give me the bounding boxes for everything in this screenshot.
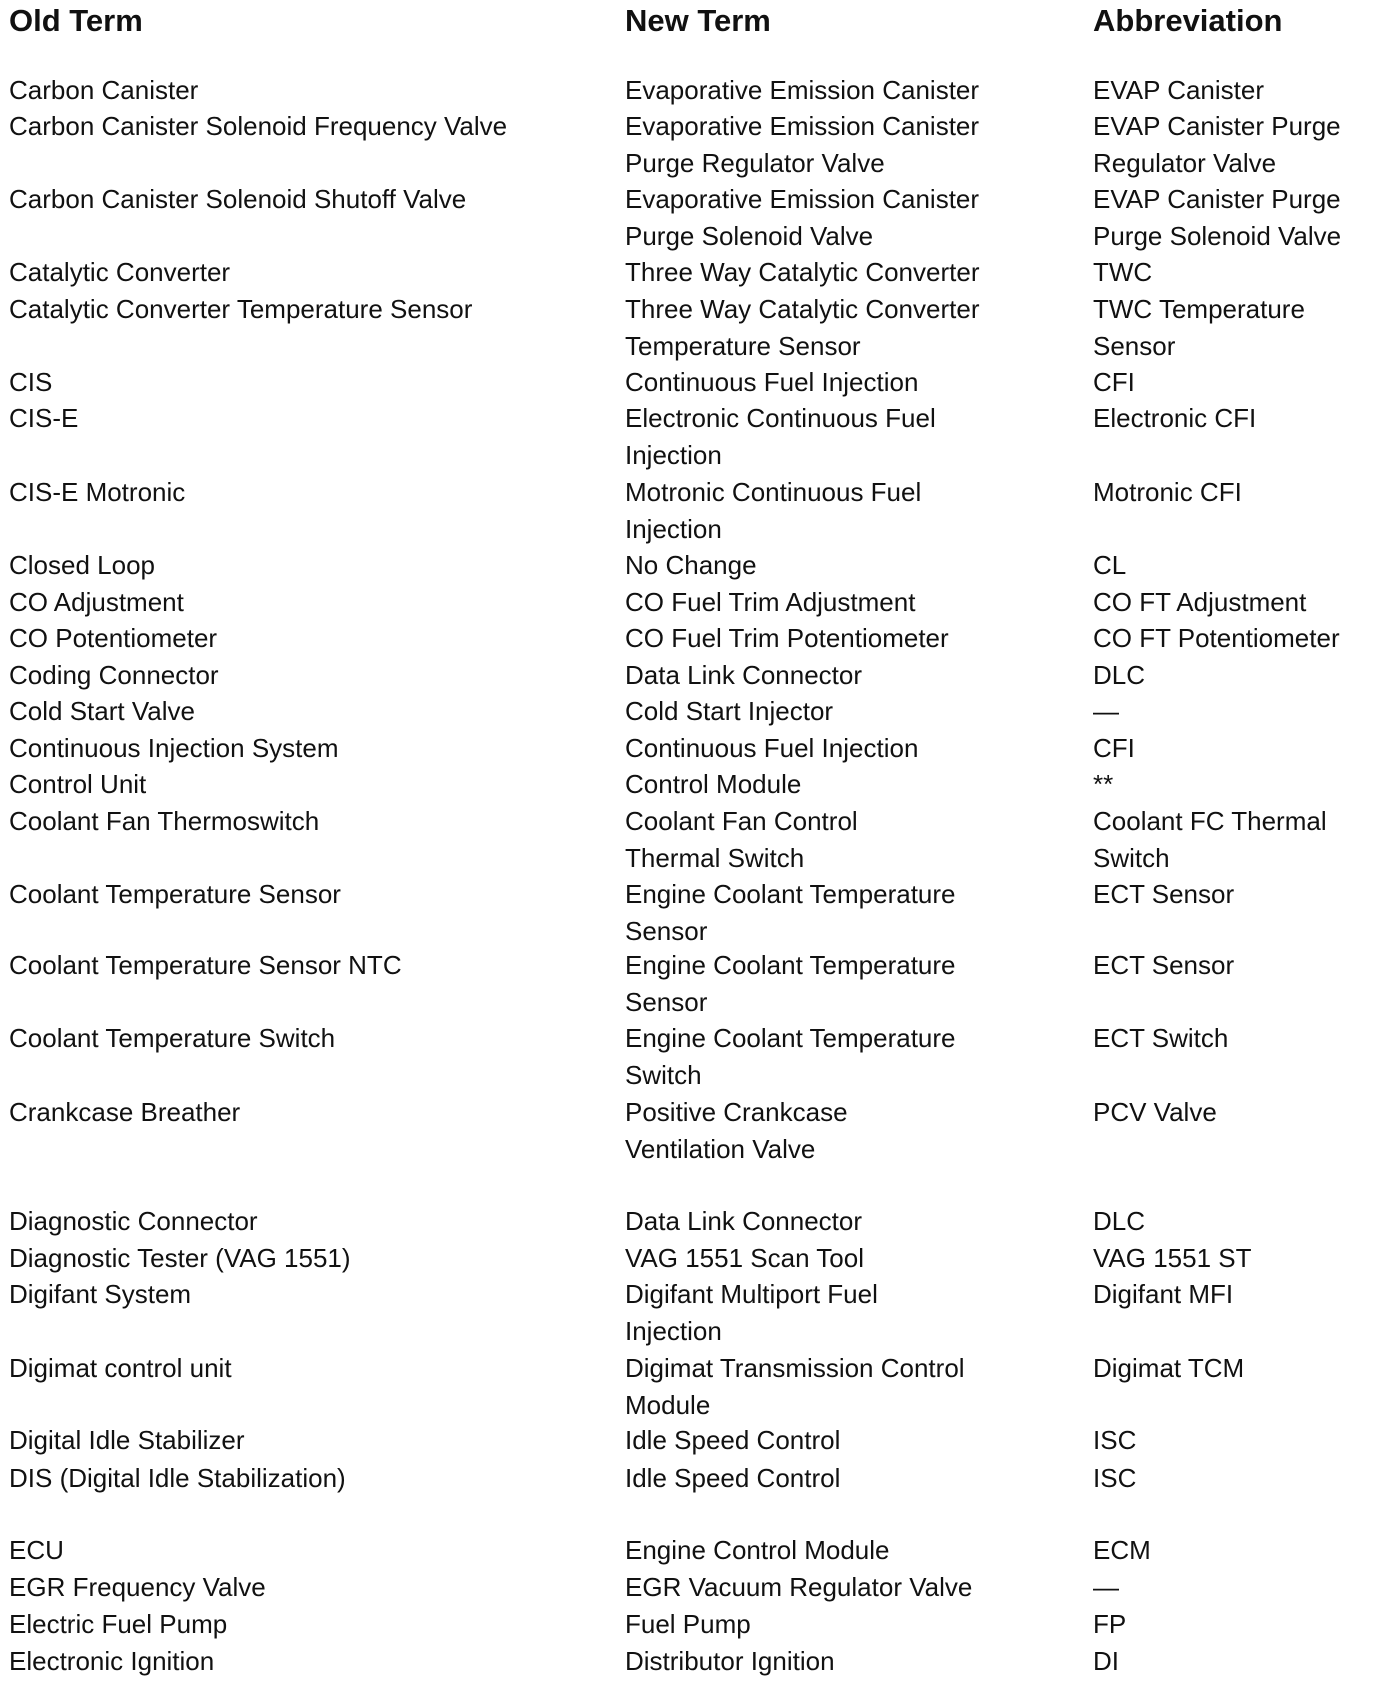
- cell-text-line: Engine Control Module: [625, 1535, 890, 1565]
- abbreviation-cell: [1093, 1240, 1376, 1277]
- new-term-cell: [625, 1203, 1095, 1240]
- cell-text-line: Closed Loop: [9, 550, 155, 580]
- new-term-cell: [625, 1643, 1095, 1680]
- cell-text-line: No Change: [625, 550, 757, 580]
- old-term-cell: [9, 254, 609, 291]
- cell-text-line: CL: [1093, 550, 1127, 580]
- cell-text-line: Digimat TCM: [1093, 1353, 1245, 1383]
- cell-text-line: CFI: [1093, 367, 1135, 397]
- cell-text-line: ECT Switch: [1093, 1023, 1229, 1053]
- abbreviation-cell: [1093, 620, 1376, 657]
- cell-text-line: ECM: [1093, 1535, 1151, 1565]
- cell-text-line: EGR Frequency Valve: [9, 1572, 266, 1602]
- abbreviation-cell: [1093, 400, 1376, 437]
- cell-text-line: Coolant Fan Thermoswitch: [9, 806, 320, 836]
- new-term-cell: [625, 364, 1095, 401]
- cell-text-line: EVAP Canister Purge: [1093, 111, 1341, 141]
- abbreviation-cell: [1093, 1569, 1376, 1606]
- old-term-cell: [9, 876, 609, 913]
- abbreviation-cell: [1093, 254, 1376, 291]
- cell-text-line: Injection: [625, 1315, 722, 1346]
- cell-text-line: Purge Regulator Valve: [625, 147, 885, 178]
- abbreviation-cell: [1093, 1532, 1376, 1569]
- abbreviation-cell: [1093, 657, 1376, 694]
- cell-text-line: Fuel Pump: [625, 1609, 751, 1639]
- cell-text-line: Carbon Canister Solenoid Frequency Valve: [9, 111, 508, 141]
- cell-text-line: Module: [625, 1389, 711, 1420]
- cell-text-line: Positive Crankcase: [625, 1097, 848, 1127]
- cell-text-line: CIS-E: [9, 403, 79, 433]
- cell-text-line: CO Adjustment: [9, 587, 184, 617]
- cell-text-line: Digital Idle Stabilizer: [9, 1425, 245, 1455]
- cell-text-line: Sensor: [1093, 330, 1176, 361]
- new-term-cell: [625, 876, 1095, 949]
- cell-text-line: Motronic CFI: [1093, 477, 1242, 507]
- cell-text-line: FP: [1093, 1609, 1127, 1639]
- new-term-cell: [625, 1350, 1095, 1423]
- new-term-cell: [625, 1606, 1095, 1643]
- cell-text-line: Cold Start Valve: [9, 696, 195, 726]
- cell-text-line: Three Way Catalytic Converter: [625, 294, 980, 324]
- cell-text-line: EVAP Canister Purge: [1093, 184, 1341, 214]
- abbreviation-cell: [1093, 364, 1376, 401]
- cell-text-line: CIS-E Motronic: [9, 477, 186, 507]
- cell-text-line: Engine Coolant Temperature: [625, 950, 956, 980]
- abbreviation-cell: [1093, 1460, 1376, 1497]
- cell-text-line: Digimat Transmission Control: [625, 1353, 965, 1383]
- cell-text-line: Continuous Injection System: [9, 733, 339, 763]
- cell-text-line: CO Fuel Trim Potentiometer: [625, 623, 949, 653]
- abbreviation-cell: [1093, 803, 1376, 876]
- column-header-old-term: Old Term: [9, 3, 143, 38]
- old-term-cell: [9, 657, 609, 694]
- abbreviation-cell: [1093, 72, 1376, 109]
- abbreviation-cell: [1093, 766, 1376, 803]
- cell-text-line: Three Way Catalytic Converter: [625, 257, 980, 287]
- old-term-cell: [9, 766, 609, 803]
- new-term-cell: [625, 181, 1095, 254]
- cell-text-line: ECU: [9, 1535, 64, 1565]
- cell-text-line: ECT Sensor: [1093, 950, 1235, 980]
- cell-text-line: Control Unit: [9, 769, 147, 799]
- abbreviation-cell: [1093, 1203, 1376, 1240]
- new-term-cell: [625, 766, 1095, 803]
- cell-text-line: VAG 1551 ST: [1093, 1243, 1252, 1273]
- cell-text-line: Switch: [1093, 842, 1170, 873]
- old-term-cell: [9, 1460, 609, 1497]
- cell-text-line: EGR Vacuum Regulator Valve: [625, 1572, 973, 1602]
- new-term-cell: [625, 291, 1095, 364]
- cell-text-line: CO FT Adjustment: [1093, 587, 1307, 617]
- cell-text-line: Coolant Fan Control: [625, 806, 858, 836]
- new-term-cell: [625, 1094, 1095, 1167]
- cell-text-line: Continuous Fuel Injection: [625, 367, 919, 397]
- cell-text-line: Diagnostic Connector: [9, 1206, 258, 1236]
- new-term-cell: [625, 584, 1095, 621]
- new-term-cell: [625, 730, 1095, 767]
- cell-text-line: DLC: [1093, 660, 1146, 690]
- cell-text-line: Purge Solenoid Valve: [1093, 220, 1342, 251]
- abbreviation-cell: [1093, 108, 1376, 181]
- old-term-cell: [9, 1643, 609, 1680]
- cell-text-line: TWC Temperature: [1093, 294, 1305, 324]
- cell-text-line: EVAP Canister: [1093, 75, 1265, 105]
- old-term-cell: [9, 693, 609, 730]
- cell-text-line: Diagnostic Tester (VAG 1551): [9, 1243, 351, 1273]
- new-term-cell: [625, 1422, 1095, 1459]
- abbreviation-cell: [1093, 584, 1376, 621]
- cell-text-line: Coolant Temperature Sensor NTC: [9, 950, 402, 980]
- old-term-cell: [9, 364, 609, 401]
- cell-text-line: Temperature Sensor: [625, 330, 861, 361]
- cell-text-line: Purge Solenoid Valve: [625, 220, 874, 251]
- cell-text-line: CO Potentiometer: [9, 623, 218, 653]
- cell-text-line: Coolant Temperature Sensor: [9, 879, 341, 909]
- cell-text-line: Regulator Valve: [1093, 147, 1277, 178]
- new-term-cell: [625, 1569, 1095, 1606]
- new-term-cell: [625, 657, 1095, 694]
- old-term-cell: [9, 803, 609, 840]
- new-term-cell: [625, 1276, 1095, 1349]
- cell-text-line: TWC: [1093, 257, 1153, 287]
- cell-text-line: Sensor: [625, 915, 708, 946]
- old-term-cell: [9, 730, 609, 767]
- cell-text-line: Engine Coolant Temperature: [625, 1023, 956, 1053]
- new-term-cell: [625, 620, 1095, 657]
- new-term-cell: [625, 1532, 1095, 1569]
- old-term-cell: [9, 474, 609, 511]
- cell-text-line: Evaporative Emission Canister: [625, 111, 980, 141]
- abbreviation-cell: [1093, 947, 1376, 984]
- cell-text-line: Catalytic Converter Temperature Sensor: [9, 294, 473, 324]
- old-term-cell: [9, 1569, 609, 1606]
- old-term-cell: [9, 1020, 609, 1057]
- old-term-cell: [9, 947, 609, 984]
- cell-text-line: Thermal Switch: [625, 842, 805, 873]
- new-term-cell: [625, 947, 1095, 1020]
- abbreviation-cell: [1093, 474, 1376, 511]
- cell-text-line: Carbon Canister: [9, 75, 199, 105]
- new-term-cell: [625, 693, 1095, 730]
- cell-text-line: Continuous Fuel Injection: [625, 733, 919, 763]
- new-term-cell: [625, 1020, 1095, 1093]
- abbreviation-cell: [1093, 1020, 1376, 1057]
- old-term-cell: [9, 1422, 609, 1459]
- new-term-cell: [625, 72, 1095, 109]
- old-term-cell: [9, 72, 609, 109]
- cell-text-line: Coolant Temperature Switch: [9, 1023, 336, 1053]
- new-term-cell: [625, 803, 1095, 876]
- cell-text-line: ISC: [1093, 1425, 1137, 1455]
- new-term-cell: [625, 108, 1095, 181]
- cell-text-line: Idle Speed Control: [625, 1463, 841, 1493]
- cell-text-line: Evaporative Emission Canister: [625, 184, 980, 214]
- cell-text-line: Ventilation Valve: [625, 1133, 816, 1164]
- cell-text-line: Injection: [625, 439, 722, 470]
- old-term-cell: [9, 584, 609, 621]
- cell-text-line: ISC: [1093, 1463, 1137, 1493]
- cell-text-line: Digifant System: [9, 1279, 192, 1309]
- cell-text-line: DLC: [1093, 1206, 1146, 1236]
- old-term-cell: [9, 1203, 609, 1240]
- cell-text-line: Crankcase Breather: [9, 1097, 241, 1127]
- cell-text-line: Distributor Ignition: [625, 1646, 835, 1676]
- abbreviation-cell: [1093, 1350, 1376, 1387]
- abbreviation-cell: [1093, 1276, 1376, 1313]
- old-term-cell: [9, 1276, 609, 1313]
- cell-text-line: Control Module: [625, 769, 802, 799]
- old-term-cell: [9, 547, 609, 584]
- cell-text-line: Idle Speed Control: [625, 1425, 841, 1455]
- new-term-cell: [625, 400, 1095, 473]
- new-term-cell: [625, 1460, 1095, 1497]
- old-term-cell: [9, 291, 609, 328]
- abbreviation-cell: [1093, 730, 1376, 767]
- old-term-cell: [9, 1532, 609, 1569]
- abbreviation-cell: [1093, 1422, 1376, 1459]
- cell-text-line: Switch: [625, 1059, 702, 1090]
- abbreviation-cell: [1093, 1643, 1376, 1680]
- cell-text-line: Data Link Connector: [625, 1206, 863, 1236]
- cell-text-line: CO FT Potentiometer: [1093, 623, 1340, 653]
- abbreviation-cell: [1093, 693, 1376, 730]
- cell-text-line: Electronic Ignition: [9, 1646, 215, 1676]
- cell-text-line: Cold Start Injector: [625, 696, 834, 726]
- cell-text-line: Digifant Multiport Fuel: [625, 1279, 878, 1309]
- cell-text-line: DI: [1093, 1646, 1119, 1676]
- cell-text-line: Digimat control unit: [9, 1353, 232, 1383]
- cell-text-line: Electronic Continuous Fuel: [625, 403, 936, 433]
- cell-text-line: CO Fuel Trim Adjustment: [625, 587, 916, 617]
- column-header-new-term: New Term: [625, 3, 771, 38]
- cell-text-line: **: [1093, 769, 1114, 799]
- cell-text-line: DIS (Digital Idle Stabilization): [9, 1463, 346, 1493]
- cell-text-line: PCV Valve: [1093, 1097, 1217, 1127]
- abbreviation-cell: [1093, 1606, 1376, 1643]
- abbreviation-cell: [1093, 181, 1376, 254]
- old-term-cell: [9, 620, 609, 657]
- new-term-cell: [625, 474, 1095, 547]
- cell-text-line: Electric Fuel Pump: [9, 1609, 228, 1639]
- cell-text-line: Injection: [625, 513, 722, 544]
- cell-text-line: Coolant FC Thermal: [1093, 806, 1327, 836]
- cell-text-line: Motronic Continuous Fuel: [625, 477, 922, 507]
- cell-text-line: Digifant MFI: [1093, 1279, 1234, 1309]
- column-header-abbreviation: Abbreviation: [1093, 3, 1283, 38]
- old-term-cell: [9, 181, 609, 218]
- abbreviation-cell: [1093, 876, 1376, 913]
- cell-text-line: Catalytic Converter: [9, 257, 231, 287]
- old-term-cell: [9, 1606, 609, 1643]
- old-term-cell: [9, 400, 609, 437]
- new-term-cell: [625, 254, 1095, 291]
- old-term-cell: [9, 1094, 609, 1131]
- cell-text-line: Evaporative Emission Canister: [625, 75, 980, 105]
- abbreviation-cell: [1093, 1094, 1376, 1131]
- cell-text-line: ECT Sensor: [1093, 879, 1235, 909]
- cell-text-line: Data Link Connector: [625, 660, 863, 690]
- cell-text-line: —: [1093, 696, 1119, 726]
- cell-text-line: Engine Coolant Temperature: [625, 879, 956, 909]
- abbreviation-cell: [1093, 291, 1376, 364]
- old-term-cell: [9, 108, 609, 145]
- cell-text-line: —: [1093, 1572, 1119, 1602]
- cell-text-line: Coding Connector: [9, 660, 219, 690]
- cell-text-line: CFI: [1093, 733, 1135, 763]
- cell-text-line: Electronic CFI: [1093, 403, 1257, 433]
- old-term-cell: [9, 1350, 609, 1387]
- new-term-cell: [625, 1240, 1095, 1277]
- cell-text-line: VAG 1551 Scan Tool: [625, 1243, 864, 1273]
- old-term-cell: [9, 1240, 609, 1277]
- new-term-cell: [625, 547, 1095, 584]
- cell-text-line: Sensor: [625, 986, 708, 1017]
- cell-text-line: Carbon Canister Solenoid Shutoff Valve: [9, 184, 467, 214]
- cell-text-line: CIS: [9, 367, 53, 397]
- abbreviation-cell: [1093, 547, 1376, 584]
